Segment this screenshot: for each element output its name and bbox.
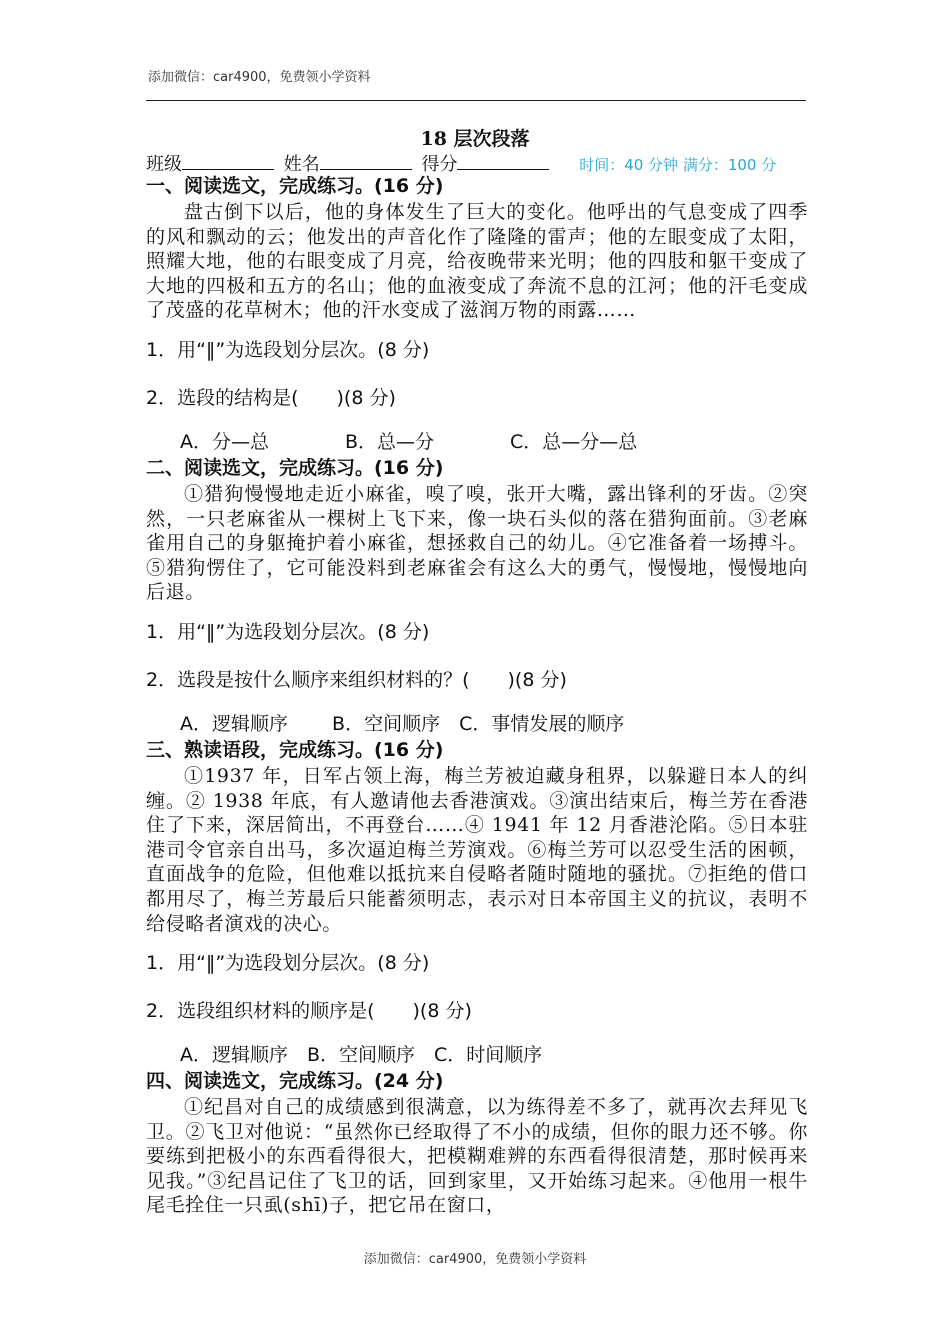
section-2 <box>146 455 808 737</box>
section-heading: 四、阅读选文，完成练习。(24 分) <box>146 1070 444 1093</box>
answer-options: A．逻辑顺序 B．空间顺序 C．时间顺序 <box>180 1044 543 1067</box>
answer-options: A．分—总 B．总—分 C．总—分—总 <box>180 430 638 453</box>
footer-note: 添加微信：car4900，免费领小学资料 <box>363 1252 587 1267</box>
section-heading: 三、熟读语段，完成练习。(16 分) <box>146 738 444 761</box>
exercise-content <box>146 173 808 1218</box>
question-2: 2．选段组织材料的顺序是( )(8 分) <box>146 1000 472 1023</box>
section-passage: ①1937 年，日军占领上海，梅兰芳被迫藏身租界，以躲避日本人的纠缠。② 1938 年底，有人邀请他去香港演戏。③演出结束后，梅兰芳在香港住了下来，深居简出，不再登台……④ 1941 年 12 月香港沦陷。⑤日本驻港司令官亲自出马，多次逼迫梅兰芳演戏。⑥梅兰芳可以忍受生活的困顿，直面战争的危险，但他难以抵抗来自侵略者随时随地的骚扰。⑦拒绝的借口都用尽了，梅兰芳最后只能蓄须明志，表示对日本帝国主义的抗议，表明不给侵略者演戏的决心。 <box>146 764 808 935</box>
question-2: 2．选段是按什么顺序来组织材料的？( )(8 分) <box>146 668 567 691</box>
section-3 <box>146 737 808 1068</box>
header-note: 添加微信：car4900，免费领小学资料 <box>148 70 371 85</box>
section-heading: 一、阅读选文，完成练习。(16 分) <box>146 175 444 197</box>
question-1: 1．用“‖”为选段划分层次。(8 分) <box>146 952 430 975</box>
section-1 <box>146 173 808 455</box>
section-4 <box>146 1068 808 1218</box>
class-blank[interactable] <box>182 151 274 170</box>
score-blank[interactable] <box>457 151 549 170</box>
section-passage: ①纪昌对自己的成绩感到很满意，以为练得差不多了，就再次去拜见飞卫。②飞卫对他说：“虽然你已经取得了不小的成绩，但你的眼力还不够。你要练到把极小的东西看得很大，把模糊难辨的东西看得很清楚，那时候再来见我。”③纪昌记住了飞卫的话，回到家里，又开始练习起来。④他用一根牛尾毛拴住一只虱(shī)子，把它吊在窗口， <box>146 1096 808 1217</box>
name-label: 姓名 <box>283 154 320 175</box>
time-score-meta: 时间：40 分钟 满分：100 分 <box>579 156 777 174</box>
question-1: 1．用“‖”为选段划分层次。(8 分) <box>146 338 430 361</box>
name-blank[interactable] <box>320 151 412 170</box>
page-title: 18 层次段落 <box>420 128 530 150</box>
section-passage: ①猎狗慢慢地走近小麻雀，嗅了嗅，张开大嘴，露出锋利的牙齿。②突然，一只老麻雀从一棵树上飞下来，像一块石头似的落在猎狗面前。③老麻雀用自己的身躯掩护着小麻雀，想拯救自己的幼儿。④它准备着一场搏斗。⑤猎狗愣住了，它可能没料到老麻雀会有这么大的勇气，慢慢地，慢慢地向后退。 <box>146 482 808 604</box>
header-divider <box>146 100 806 101</box>
class-label: 班级 <box>146 154 182 175</box>
answer-options: A．逻辑顺序 B．空间顺序 C．事情发展的顺序 <box>180 712 625 735</box>
section-passage: 盘古倒下以后，他的身体发生了巨大的变化。他呼出的气息变成了四季的风和飘动的云；他发出的声音化作了隆隆的雷声；他的左眼变成了太阳，照耀大地，他的右眼变成了月亮，给夜晚带来光明；他的四肢和躯干变成了大地的四极和五方的名山；他的血液变成了奔流不息的江河；他的汗毛变成了茂盛的花草树木；他的汗水变成了滋润万物的雨露…… <box>146 201 808 322</box>
score-label: 得分 <box>421 154 458 175</box>
question-2: 2．选段的结构是( )(8 分) <box>146 386 396 409</box>
question-1: 1．用“‖”为选段划分层次。(8 分) <box>146 620 430 643</box>
section-heading: 二、阅读选文，完成练习。(16 分) <box>146 456 444 479</box>
